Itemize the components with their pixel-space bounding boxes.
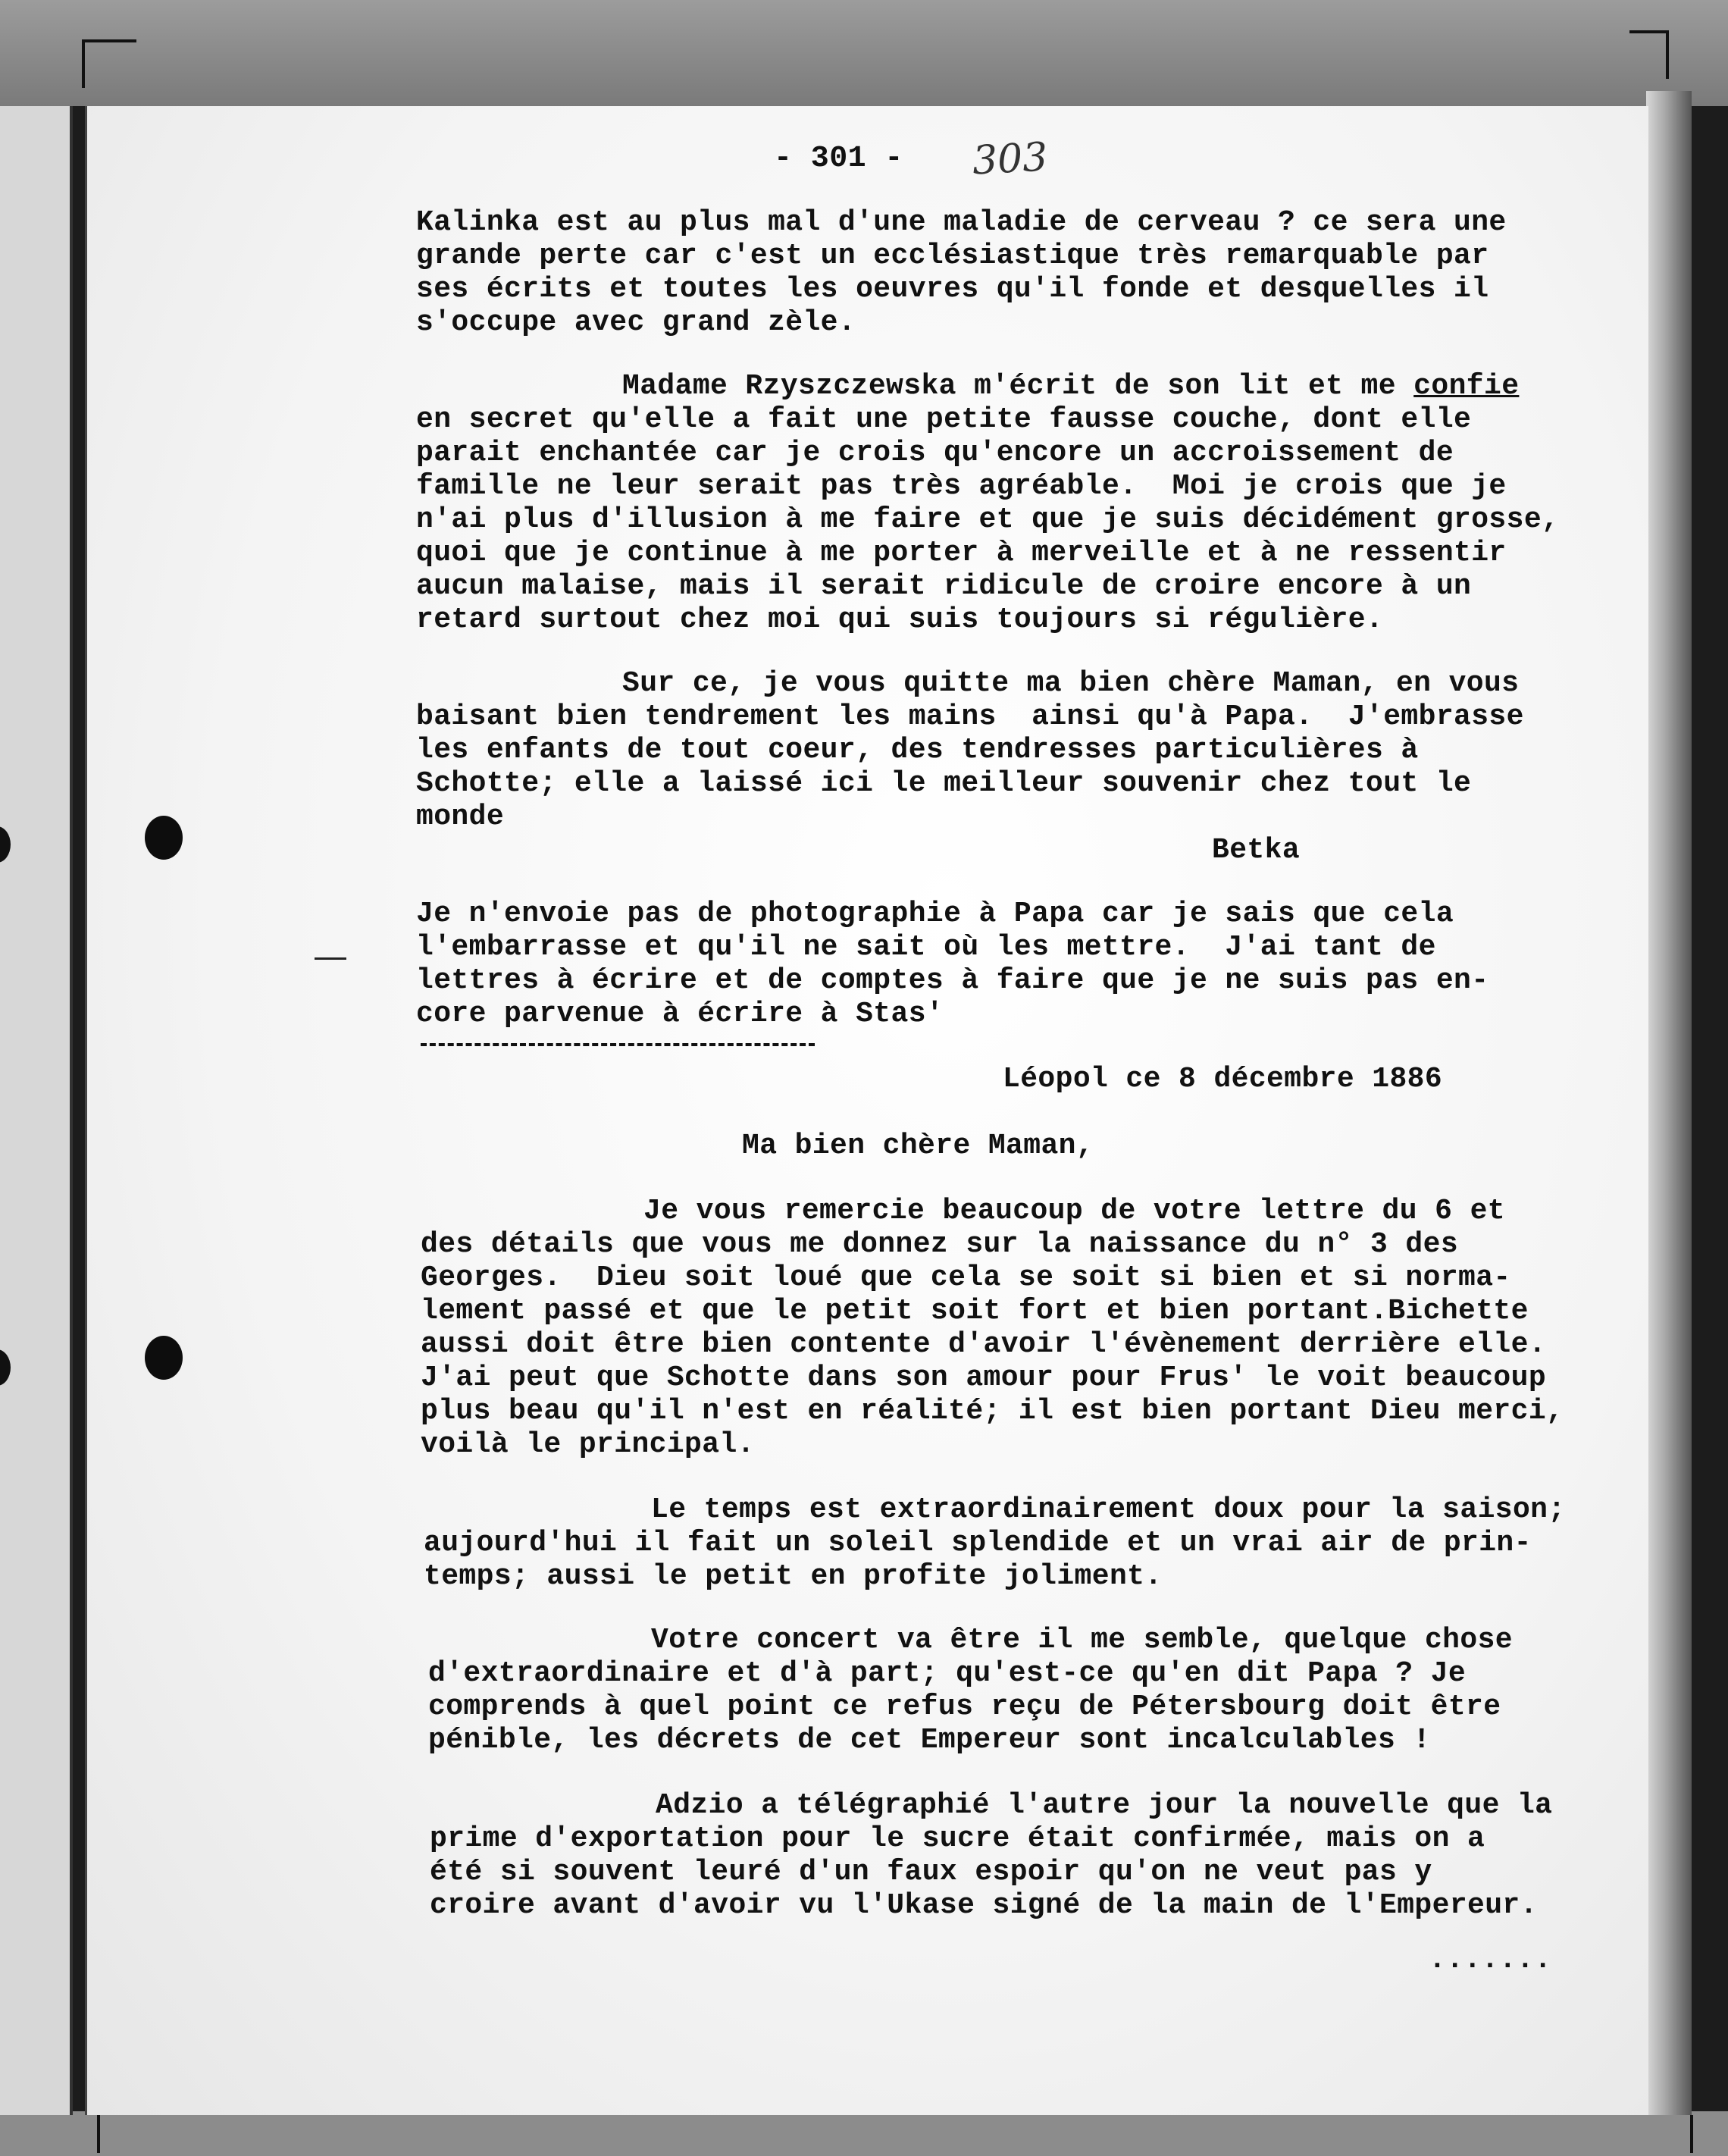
underlined-word: confie xyxy=(1413,370,1520,403)
text-line: des détails que vous me donnez sur la naissance du n° 3 des xyxy=(421,1228,1459,1261)
document-page xyxy=(85,106,1648,2115)
salutation: Ma bien chère Maman, xyxy=(742,1130,1094,1162)
binder-hole-icon xyxy=(0,1349,11,1386)
text-line: aussi doit être bien contente d'avoir l'évènement derrière elle. xyxy=(421,1328,1547,1361)
text-line: Madame Rzyszczewska m'écrit de son lit et me confie xyxy=(622,370,1520,403)
text-line: monde xyxy=(416,801,505,833)
text-line: baisant bien tendrement les mains ainsi qu'à Papa. J'embrasse xyxy=(416,700,1524,733)
signature: Betka xyxy=(1212,834,1301,866)
text-line: plus beau qu'il n'est en réalité; il est bien portant Dieu merci, xyxy=(421,1395,1564,1427)
crop-mark-bottom-right xyxy=(1652,2115,1693,2153)
binder-hole-icon xyxy=(0,826,11,863)
continuation-dots: ....... xyxy=(1429,1944,1552,1976)
crop-mark-bottom-left xyxy=(97,2115,138,2153)
text-line: croire avant d'avoir vu l'Ukase signé de la main de l'Empereur. xyxy=(430,1889,1538,1922)
text-line: lement passé et que le petit soit fort et bien portant.Bichette xyxy=(421,1295,1529,1327)
text-line: Sur ce, je vous quitte ma bien chère Maman, en vous xyxy=(622,667,1520,700)
film-frame-top xyxy=(0,0,1728,106)
separator-rule xyxy=(421,1043,815,1046)
punch-hole-icon xyxy=(145,816,183,860)
text-line: ses écrits et toutes les oeuvres qu'il fonde et desquelles il xyxy=(416,273,1489,306)
punch-hole-icon xyxy=(145,1336,183,1380)
text-line: été si souvent leuré d'un faux espoir qu'on ne veut pas y xyxy=(430,1856,1432,1888)
text-line: pénible, les décrets de cet Empereur sont incalculables ! xyxy=(428,1724,1431,1756)
text-line: en secret qu'elle a fait une petite fausse couche, dont elle xyxy=(416,403,1472,436)
text-line: Schotte; elle a laissé ici le meilleur souvenir chez tout le xyxy=(416,767,1472,800)
text-line: Adzio a télégraphié l'autre jour la nouvelle que la xyxy=(656,1789,1553,1822)
text-line: Kalinka est au plus mal d'une maladie de cerveau ? ce sera une xyxy=(416,206,1507,239)
film-frame-bottom xyxy=(0,2111,1728,2156)
text-line: Georges. Dieu soit loué que cela se soit si bien et si norma- xyxy=(421,1261,1511,1294)
text-line: d'extraordinaire et d'à part; qu'est-ce qu'en dit Papa ? Je xyxy=(428,1657,1467,1690)
text-line: l'embarrasse et qu'il ne sait où les mettre. J'ai tant de xyxy=(416,931,1436,964)
text-line: parait enchantée car je crois qu'encore un accroissement de xyxy=(416,437,1454,469)
text-line: retard surtout chez moi qui suis toujours si régulière. xyxy=(416,603,1384,636)
adjacent-page-edge xyxy=(0,106,73,2115)
text-line: lettres à écrire et de comptes à faire que je ne suis pas en- xyxy=(416,964,1489,997)
text-line: s'occupe avec grand zèle. xyxy=(416,306,856,339)
letter-date: Léopol ce 8 décembre 1886 xyxy=(1003,1063,1443,1095)
text-line: grande perte car c'est un ecclésiastique très remarquable par xyxy=(416,240,1489,272)
text-line: core parvenue à écrire à Stas' xyxy=(416,998,944,1030)
page-stack-edge xyxy=(1646,91,1692,2115)
text-line: quoi que je continue à me porter à merveille et à ne ressentir xyxy=(416,537,1507,569)
margin-mark xyxy=(315,957,346,960)
text-line: temps; aussi le petit en profite joliment. xyxy=(424,1560,1163,1593)
text-line: J'ai peut que Schotte dans son amour pour Frus' le voit beaucoup xyxy=(421,1362,1547,1394)
text-line: voilà le principal. xyxy=(421,1428,755,1461)
text-line: famille ne leur serait pas très agréable. Moi je crois que je xyxy=(416,470,1507,503)
crop-mark-top-left xyxy=(82,39,136,88)
text-line: aucun malaise, mais il serait ridicule de croire encore à un xyxy=(416,570,1472,603)
text-line: n'ai plus d'illusion à me faire et que je suis décidément grosse, xyxy=(416,503,1560,536)
text-line: Le temps est extraordinairement doux pour la saison; xyxy=(651,1493,1566,1526)
text-line: prime d'exportation pour le sucre était confirmée, mais on a xyxy=(430,1822,1485,1855)
text-line: comprends à quel point ce refus reçu de Pétersbourg doit être xyxy=(428,1691,1501,1723)
text-line: Je n'envoie pas de photographie à Papa car je sais que cela xyxy=(416,898,1454,930)
text-line: Votre concert va être il me semble, quelque chose xyxy=(651,1624,1513,1656)
crop-mark-top-right xyxy=(1629,30,1669,79)
typed-page-number: - 301 - xyxy=(774,142,903,176)
handwritten-page-number: 303 xyxy=(971,134,1049,184)
text-line: aujourd'hui il fait un soleil splendide et un vrai air de prin- xyxy=(424,1527,1532,1559)
text-line: Je vous remercie beaucoup de votre lettre du 6 et xyxy=(643,1195,1505,1227)
text-line: les enfants de tout coeur, des tendresses particulières à xyxy=(416,734,1419,766)
